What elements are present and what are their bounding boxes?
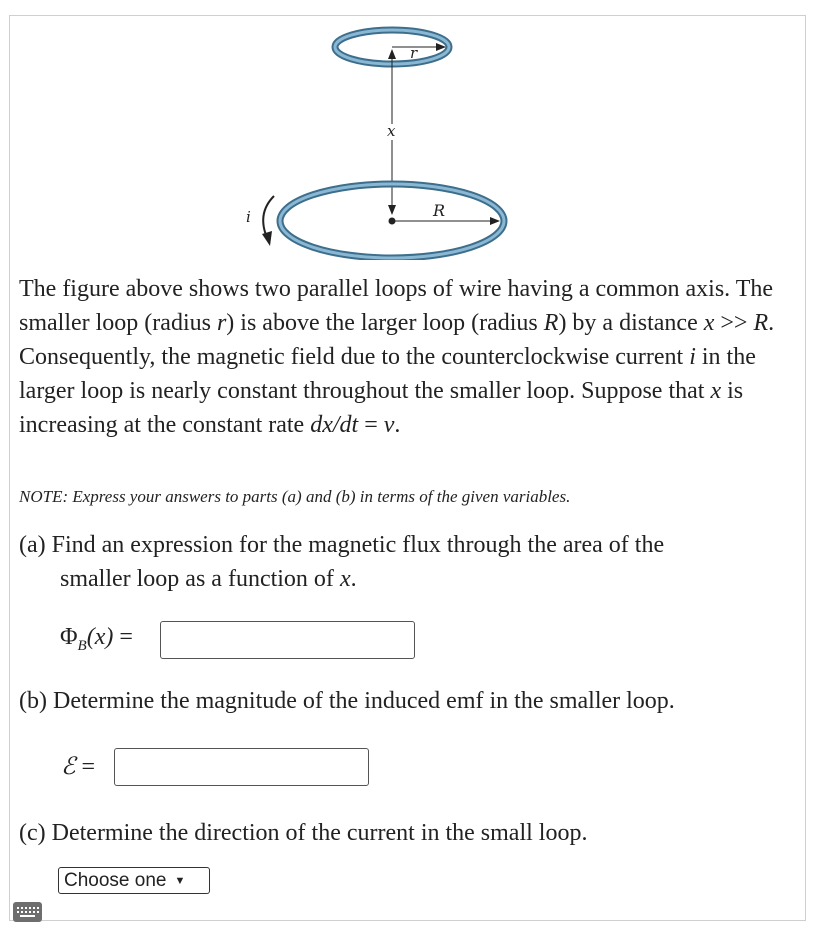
part-b-answer-input[interactable] bbox=[114, 748, 369, 786]
part-a-answer-label: $\Phi_B(x)$ = bbox=[60, 624, 133, 654]
note-text: NOTE: Express your answers to parts (a) and (b) in terms of the given variables. bbox=[19, 487, 571, 506]
part-c-question: (c) Determine the direction of the current in the small loop. bbox=[19, 820, 588, 846]
keyboard-icon[interactable] bbox=[13, 902, 42, 922]
part-b-question: (b) Determine the magnitude of the induced emf in the smaller loop. bbox=[19, 688, 675, 714]
current-arrowhead bbox=[262, 231, 272, 246]
part-a-answer-input[interactable] bbox=[160, 621, 415, 659]
chevron-down-icon: ▼ bbox=[174, 874, 186, 887]
label-x: x bbox=[387, 122, 396, 140]
label-i: i bbox=[246, 208, 251, 226]
part-b-answer-label: ℰ = bbox=[61, 754, 96, 780]
part-a-question: (a) Find an expression for the magnetic flux through the area of the smaller loop as a function of x. bbox=[19, 532, 665, 592]
loops-figure bbox=[0, 0, 829, 260]
direction-select[interactable] bbox=[58, 867, 210, 894]
direction-select-value: Choose one bbox=[64, 869, 167, 891]
label-r: r bbox=[410, 44, 418, 62]
label-R: R bbox=[433, 201, 446, 220]
problem-statement: The figure above shows two parallel loops of wire having a common axis. The smaller loop (radius r) is above the larger loop (radius R) by a distance x >> R. Consequently, the magnetic field due to the counterclockwise current i in the larger loop is nearly constant throughout the smaller loop. Suppose that x is increasing at the constant rate dx/dt = v. bbox=[19, 276, 775, 438]
